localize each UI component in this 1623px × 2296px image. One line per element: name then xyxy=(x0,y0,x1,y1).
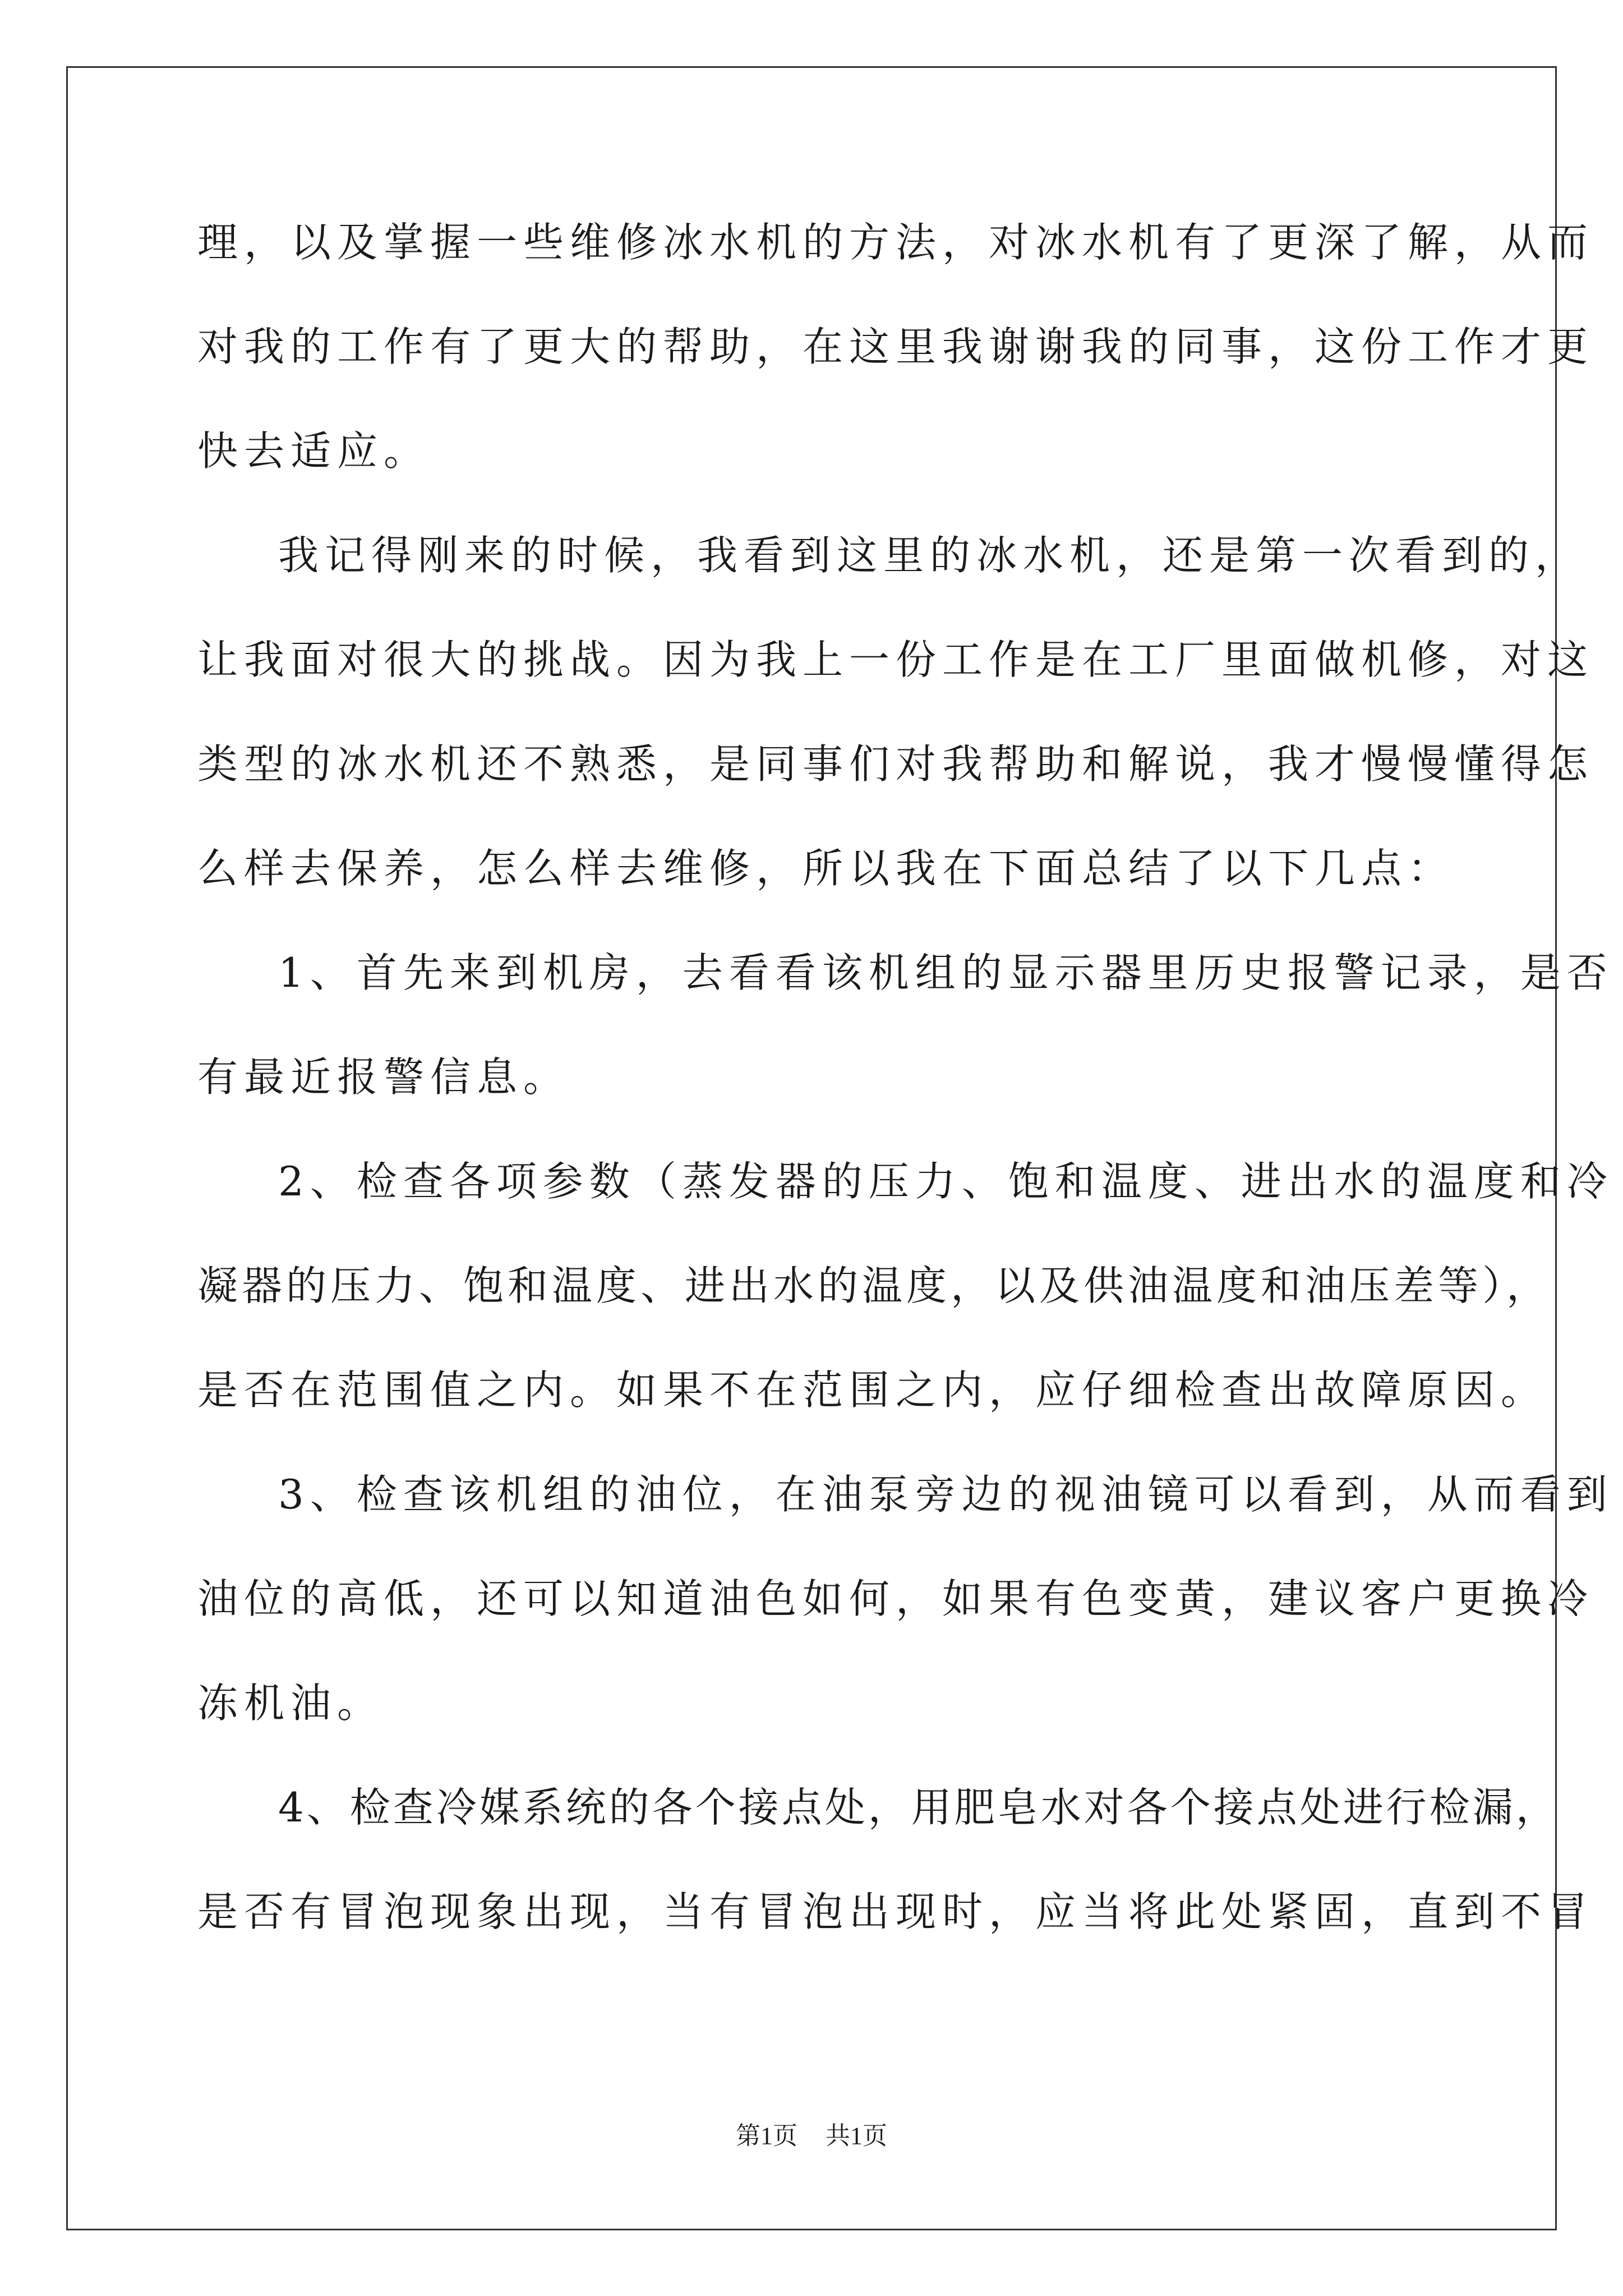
text-line: 快去适应。 xyxy=(197,427,431,475)
page-total: 共1页 xyxy=(826,2122,887,2150)
text-line: 对我的工作有了更大的帮助，在这里我谢谢我的同事，这份工作才更 xyxy=(197,323,1594,370)
text-line: 凝器的压力、饱和温度、进出水的温度，以及供油温度和油压差等）， xyxy=(197,1262,1551,1309)
text-line: 理，以及掌握一些维修冰水机的方法，对冰水机有了更深了解，从而 xyxy=(197,219,1594,266)
page-number: 第1页 xyxy=(736,2122,797,2150)
text-line: 是否在范围值之内。如果不在范围之内，应仔细检查出故障原因。 xyxy=(197,1366,1548,1414)
list-item-2: 2、检查各项参数（蒸发器的压力、饱和温度、进出水的温度和冷 xyxy=(278,1158,1613,1205)
text-line: 让我面对很大的挑战。因为我上一份工作是在工厂里面做机修，对这 xyxy=(197,636,1594,683)
text-line: 冻机油。 xyxy=(197,1680,384,1727)
text-line: 是否有冒泡现象出现，当有冒泡出现时，应当将此处紧固，直到不冒 xyxy=(197,1888,1594,1935)
text-line: 类型的冰水机还不熟悉，是同事们对我帮助和解说，我才慢慢懂得怎 xyxy=(197,740,1594,788)
text-line: 有最近报警信息。 xyxy=(197,1053,570,1101)
page-footer xyxy=(0,2119,1623,2153)
text-line: 么样去保养，怎么样去维修，所以我在下面总结了以下几点： xyxy=(197,845,1455,892)
paragraph-first-line: 我记得刚来的时候，我看到这里的冰水机，还是第一次看到的， xyxy=(278,532,1582,579)
list-item-1: 1、首先来到机房，去看看该机组的显示器里历史报警记录，是否 xyxy=(278,949,1613,996)
list-item-3: 3、检查该机组的油位，在油泵旁边的视油镜可以看到，从而看到 xyxy=(278,1471,1613,1518)
text-line: 油位的高低，还可以知道油色如何，如果有色变黄，建议客户更换冷 xyxy=(197,1575,1594,1622)
list-item-4: 4、检查冷媒系统的各个接点处，用肥皂水对各个接点处进行检漏， xyxy=(278,1784,1559,1831)
